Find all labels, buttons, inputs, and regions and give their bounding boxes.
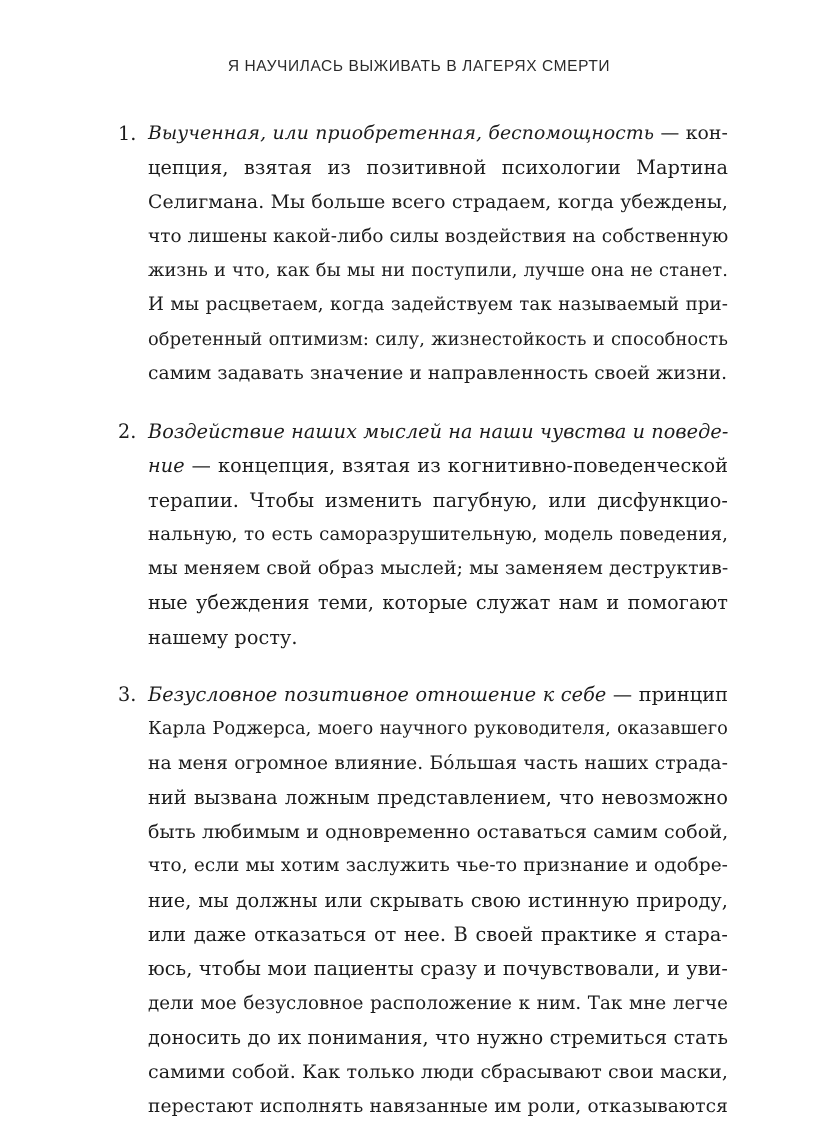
text-line	[148, 952, 728, 986]
line-text: что лишены какой-либо силы воздействия на собственную	[148, 225, 729, 247]
text-line	[148, 987, 728, 1021]
line-text: или даже отказаться от нее. В своей практике я стара-	[148, 923, 728, 947]
text-line	[148, 449, 728, 483]
italic-term: Безусловное позитивное отношение к себе	[148, 683, 607, 706]
line-text: Селигмана. Мы больше всего страдаем, когда убеждены,	[148, 191, 728, 213]
line-text: доносить до их понимания, что нужно стремиться стать	[148, 1025, 728, 1049]
list-item-number: 3.	[118, 683, 137, 706]
line-text: — концепция, взятая из когнитивно-поведенческой	[184, 454, 728, 478]
line-text: жизнь и что, как бы мы ни поступили, лучше она не станет.	[148, 260, 728, 282]
line-text: на меня огромное влияние. Бóльшая часть наших страда-	[148, 752, 728, 774]
italic-term: ние	[148, 454, 185, 478]
text-line	[148, 518, 728, 552]
text-line	[148, 781, 728, 815]
text-line	[148, 151, 728, 185]
line-text: юсь, чтобы мои пациенты сразу и почувствовали, и уви-	[148, 957, 728, 981]
text-line	[148, 1021, 728, 1055]
line-text: нашему росту.	[148, 625, 298, 649]
list-item-3	[118, 678, 728, 1124]
text-line	[148, 484, 728, 518]
line-text: перестают исполнять навязанные им роли, отказываются	[148, 1095, 728, 1117]
line-text: дели мое безусловное расположение к ним. Так мне легче	[148, 992, 728, 1014]
line-text: ний вызвана ложным представлением, что невозможно	[148, 785, 728, 809]
list-item-2	[118, 415, 728, 655]
line-text: И мы расцветаем, когда задействуем так называемый при-	[148, 294, 728, 316]
text-line	[148, 815, 728, 849]
line-text: что, если мы хотим заслужить чье-то признание и одобре-	[148, 855, 728, 877]
text-line	[148, 747, 728, 781]
line-text: мы меняем свой образ мыслей; мы заменяем деструктив-	[148, 558, 729, 580]
line-text: цепция, взятая из позитивной психологии Мартина	[148, 156, 728, 180]
text-line	[148, 884, 728, 918]
line-text: обретенный оптимизм: силу, жизнестойкость и способность	[148, 328, 728, 350]
line-text: быть любимым и одновременно оставаться самим собой,	[148, 821, 729, 844]
line-text: — принцип	[606, 683, 728, 706]
text-line	[148, 1090, 728, 1124]
text-line	[148, 678, 728, 712]
line-text: самим задавать значение и направленность своей жизни.	[148, 363, 728, 385]
line-text: ние, мы должны или скрывать свою истинную природу,	[148, 888, 728, 912]
text-line	[148, 1055, 728, 1089]
italic-term: Выученная, или приобретенная, беспомощность	[148, 123, 655, 144]
text-line	[148, 415, 728, 449]
list-item-1	[118, 117, 728, 391]
line-text: — кон-	[654, 123, 728, 144]
text-line	[148, 323, 728, 357]
text-line	[148, 254, 728, 288]
text-line	[148, 288, 728, 322]
line-text: терапии. Чтобы изменить пагубную, или дисфункцио-	[148, 488, 728, 512]
text-line	[148, 186, 728, 220]
running-head: Я НАУЧИЛАСЬ ВЫЖИВАТЬ В ЛАГЕРЯХ СМЕРТИ	[227, 58, 611, 75]
text-line	[148, 552, 728, 586]
text-line	[148, 918, 728, 952]
line-text: нальную, то есть саморазрушительную, модель поведения,	[148, 523, 728, 545]
text-line	[148, 712, 728, 746]
text-line	[148, 586, 728, 620]
text-line	[148, 220, 728, 254]
text-line	[148, 849, 728, 883]
list-item-number: 1.	[118, 122, 137, 145]
list-item-number: 2.	[118, 420, 137, 443]
line-text: Карла Роджерса, моего научного руководителя, оказавшего	[148, 718, 728, 740]
text-line	[148, 357, 728, 391]
line-text: ные убеждения теми, которые служат нам и помогают	[148, 591, 728, 615]
text-line	[148, 621, 728, 655]
italic-term: Воздействие наших мыслей на наши чувства и поведе-	[148, 420, 729, 443]
line-text: самими собой. Как только люди сбрасывают свои маски,	[148, 1061, 728, 1084]
text-line	[148, 117, 728, 151]
